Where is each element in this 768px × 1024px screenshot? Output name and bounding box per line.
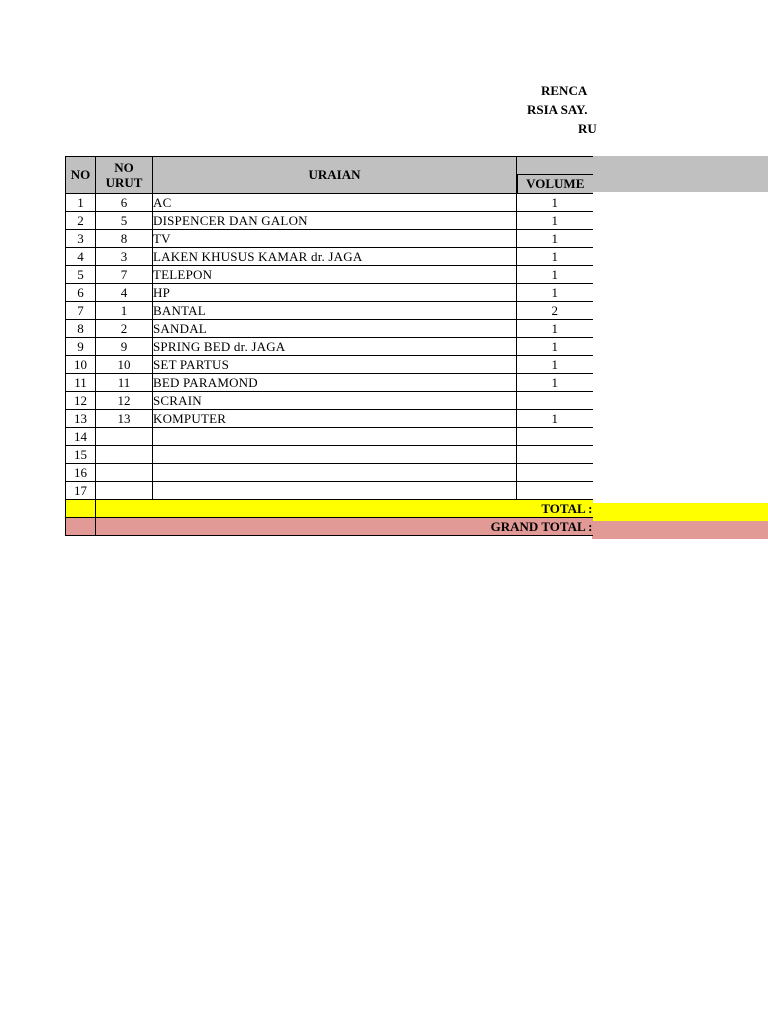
row-uraian <box>153 428 517 446</box>
row-volume: 1 <box>517 248 593 266</box>
inventory-table <box>65 156 593 536</box>
document-title-block <box>0 0 597 150</box>
row-volume: 1 <box>517 266 593 284</box>
row-uraian <box>153 482 517 500</box>
row-volume: 1 <box>517 194 593 212</box>
row-volume: 2 <box>517 302 593 320</box>
table-row <box>66 266 593 284</box>
row-no: 13 <box>66 410 96 428</box>
column-header-volume-cell <box>517 157 593 194</box>
row-no: 4 <box>66 248 96 266</box>
title-line-2: RSIA SAY. <box>527 102 588 117</box>
row-uraian <box>153 464 517 482</box>
row-uraian: LAKEN KHUSUS KAMAR dr. JAGA <box>153 248 517 266</box>
column-header-no-urut: NO URUT <box>96 157 153 194</box>
row-no-urut: 2 <box>96 320 153 338</box>
row-uraian: DISPENCER DAN GALON <box>153 212 517 230</box>
grand-total-row <box>66 518 593 536</box>
table-row <box>66 410 593 428</box>
table-row <box>66 302 593 320</box>
header-band-overflow <box>592 156 768 192</box>
row-volume: 1 <box>517 320 593 338</box>
row-volume: 1 <box>517 284 593 302</box>
row-volume: 1 <box>517 338 593 356</box>
grand-total-row-spacer <box>66 518 96 536</box>
row-uraian: BED PARAMOND <box>153 374 517 392</box>
row-no: 8 <box>66 320 96 338</box>
total-band-overflow <box>592 503 768 521</box>
grand-total-band-overflow <box>592 521 768 539</box>
row-volume <box>517 392 593 410</box>
row-uraian: SCRAIN <box>153 392 517 410</box>
row-volume: 1 <box>517 374 593 392</box>
row-no-urut: 5 <box>96 212 153 230</box>
total-row <box>66 500 593 518</box>
row-no-urut: 12 <box>96 392 153 410</box>
row-uraian: TV <box>153 230 517 248</box>
table-body <box>66 194 593 500</box>
row-no-urut: 11 <box>96 374 153 392</box>
row-no-urut: 10 <box>96 356 153 374</box>
table-row <box>66 428 593 446</box>
row-uraian <box>153 446 517 464</box>
row-no: 16 <box>66 464 96 482</box>
table-row <box>66 230 593 248</box>
title-line-3: RU <box>578 121 597 136</box>
row-no: 12 <box>66 392 96 410</box>
row-no-urut <box>96 446 153 464</box>
title-line-1: RENCA <box>541 83 588 98</box>
row-volume: 1 <box>517 212 593 230</box>
row-volume: 1 <box>517 230 593 248</box>
total-row-spacer <box>66 500 96 518</box>
row-uraian: AC <box>153 194 517 212</box>
table-row <box>66 374 593 392</box>
row-no-urut: 3 <box>96 248 153 266</box>
row-uraian: SANDAL <box>153 320 517 338</box>
row-volume: 1 <box>517 410 593 428</box>
row-uraian: TELEPON <box>153 266 517 284</box>
row-no: 5 <box>66 266 96 284</box>
table-row <box>66 392 593 410</box>
row-no-urut <box>96 464 153 482</box>
table-row <box>66 248 593 266</box>
table-row <box>66 194 593 212</box>
table-row <box>66 482 593 500</box>
row-no: 15 <box>66 446 96 464</box>
total-label: TOTAL : <box>96 500 593 518</box>
table-row <box>66 284 593 302</box>
row-uraian: BANTAL <box>153 302 517 320</box>
row-uraian: KOMPUTER <box>153 410 517 428</box>
column-header-volume: VOLUME <box>517 174 593 193</box>
table-row <box>66 464 593 482</box>
table-row <box>66 338 593 356</box>
row-no: 10 <box>66 356 96 374</box>
table-row <box>66 212 593 230</box>
row-no: 1 <box>66 194 96 212</box>
row-no-urut <box>96 428 153 446</box>
row-uraian: SET PARTUS <box>153 356 517 374</box>
grand-total-label: GRAND TOTAL : <box>96 518 593 536</box>
row-no-urut: 4 <box>96 284 153 302</box>
table-row <box>66 446 593 464</box>
table-row <box>66 320 593 338</box>
row-volume <box>517 482 593 500</box>
row-no-urut: 13 <box>96 410 153 428</box>
row-volume: 1 <box>517 356 593 374</box>
row-no: 2 <box>66 212 96 230</box>
table-row <box>66 356 593 374</box>
row-no-urut: 6 <box>96 194 153 212</box>
column-header-no: NO <box>66 157 96 194</box>
row-no: 6 <box>66 284 96 302</box>
row-no: 14 <box>66 428 96 446</box>
row-no-urut: 8 <box>96 230 153 248</box>
column-header-uraian: URAIAN <box>153 157 517 194</box>
row-volume <box>517 446 593 464</box>
row-volume <box>517 464 593 482</box>
row-uraian: SPRING BED dr. JAGA <box>153 338 517 356</box>
row-no-urut: 1 <box>96 302 153 320</box>
row-no-urut: 9 <box>96 338 153 356</box>
row-no: 11 <box>66 374 96 392</box>
row-no: 17 <box>66 482 96 500</box>
row-no-urut: 7 <box>96 266 153 284</box>
row-no: 9 <box>66 338 96 356</box>
row-no: 7 <box>66 302 96 320</box>
row-no-urut <box>96 482 153 500</box>
row-volume <box>517 428 593 446</box>
row-uraian: HP <box>153 284 517 302</box>
row-no: 3 <box>66 230 96 248</box>
